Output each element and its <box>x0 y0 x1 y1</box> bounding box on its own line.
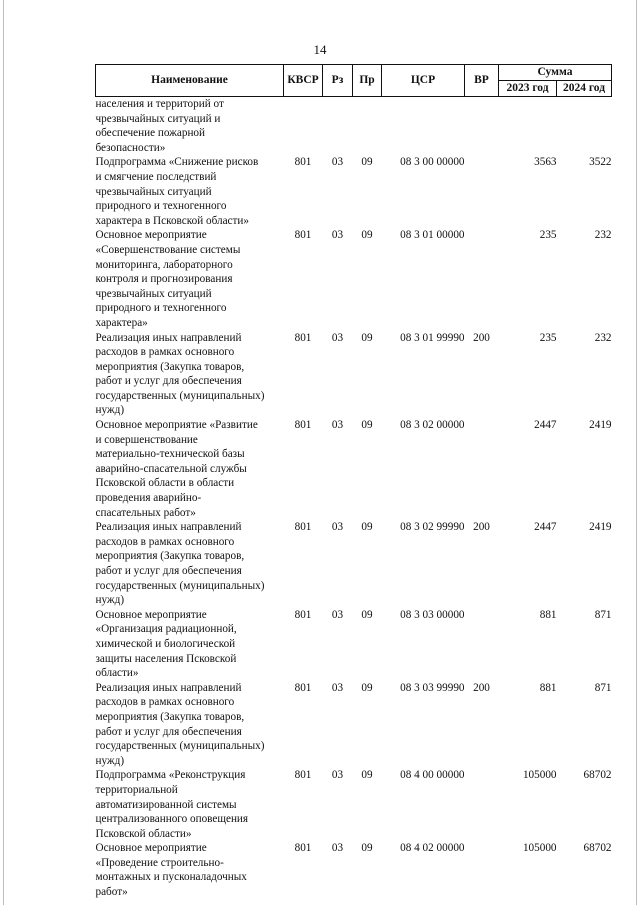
name-line: природного и техногенного <box>95 302 227 315</box>
name-line: монтажных и пусконаладочных <box>95 871 247 884</box>
name-line: спасательных работ» <box>95 506 196 519</box>
name-line: Реализация иных направлений <box>95 681 242 694</box>
sum-2023-cell: 235 <box>539 229 557 242</box>
sum-2024-cell: 2419 <box>589 521 612 534</box>
table-row <box>96 681 612 769</box>
name-line: аварийно-спасательной службы <box>95 462 247 475</box>
sum-2023-cell: 881 <box>539 681 557 694</box>
name-line: расходов в рамках основного <box>95 696 235 709</box>
vr-cell <box>465 418 499 520</box>
sum-2023-cell: 2447 <box>534 521 557 534</box>
name-line: работ и услуг для обеспечения <box>95 375 242 388</box>
name-cell <box>96 228 284 330</box>
vr-cell <box>465 155 499 228</box>
csr-cell <box>382 97 465 156</box>
table-row <box>96 768 612 841</box>
csr-cell: 08 4 00 00000 <box>400 769 465 782</box>
name-line: Реализация иных направлений <box>95 521 242 534</box>
name-cell <box>96 418 284 520</box>
rz-cell: 03 <box>331 419 344 432</box>
sum-2023-cell: 3563 <box>534 156 557 169</box>
sum-2024-cell: 68702 <box>583 842 612 855</box>
table-row <box>96 520 612 608</box>
page-number: 14 <box>313 42 327 57</box>
sum-2024-cell: 68702 <box>583 769 612 782</box>
table-row <box>96 331 612 419</box>
name-line: чрезвычайных ситуаций <box>95 287 212 300</box>
name-line: государственных (муниципальных) <box>95 740 265 753</box>
name-line: территориальной <box>95 783 178 796</box>
name-line: защиты населения Псковской <box>95 652 237 665</box>
name-cell <box>96 768 284 841</box>
name-line: материально-технической базы <box>95 448 245 461</box>
name-line: населения и территорий от <box>95 98 224 110</box>
name-line: безопасности» <box>95 141 166 154</box>
rz-cell: 03 <box>331 521 344 534</box>
pr-cell: 09 <box>361 842 373 855</box>
header-year-2024: 2024 год <box>557 81 612 97</box>
pr-cell: 09 <box>361 419 373 432</box>
name-line: характера в Псковской области» <box>95 214 249 227</box>
csr-cell: 08 3 00 00000 <box>400 156 465 169</box>
name-cell <box>96 681 284 769</box>
name-line: и смягчение последствий <box>95 170 217 183</box>
name-cell <box>96 155 284 228</box>
sum-2024-cell: 2419 <box>589 419 612 432</box>
csr-cell: 08 3 01 00000 <box>400 229 465 242</box>
kvsr-cell: 801 <box>294 156 312 169</box>
sum-2024-cell: 871 <box>594 681 612 694</box>
sum-2023-cell: 105000 <box>522 769 557 782</box>
header-name: Наименование <box>96 65 284 97</box>
name-line: мониторинга, лабораторного <box>95 258 233 271</box>
csr-cell: 08 3 03 00000 <box>400 608 465 621</box>
kvsr-cell: 801 <box>294 681 312 694</box>
kvsr-cell: 801 <box>294 769 312 782</box>
name-line: «Организация радиационной, <box>95 623 237 636</box>
vr-cell: 200 <box>473 331 490 344</box>
name-line: расходов в рамках основного <box>95 535 235 548</box>
csr-cell: 08 3 03 99990 <box>400 681 465 694</box>
name-line: Подпрограмма «Реконструкция <box>95 769 246 782</box>
vr-cell: 200 <box>473 681 490 694</box>
sum-2024-cell <box>557 97 612 156</box>
name-line: расходов в рамках основного <box>95 346 235 359</box>
name-line: Подпрограмма «Снижение рисков <box>95 156 259 169</box>
sum-2023-cell <box>499 97 557 156</box>
header-row <box>96 65 612 81</box>
sum-2024-cell: 232 <box>594 331 612 344</box>
name-line: мероприятия (Закупка товаров, <box>95 360 245 373</box>
name-cell <box>96 608 284 681</box>
kvsr-cell <box>284 97 323 156</box>
name-line: Основное мероприятие <box>95 842 207 855</box>
name-line: проведения аварийно- <box>95 492 202 505</box>
table-row <box>96 841 612 899</box>
rz-cell: 03 <box>331 769 344 782</box>
name-line: мероприятия (Закупка товаров, <box>95 710 245 723</box>
sum-2024-cell: 3522 <box>589 156 612 169</box>
header-vr: ВР <box>465 65 499 97</box>
table-row <box>96 418 612 520</box>
name-line: и совершенствование <box>95 433 198 446</box>
name-line: Псковской области в области <box>95 477 235 490</box>
csr-cell: 08 3 02 00000 <box>400 419 465 432</box>
name-line: мероприятия (Закупка товаров, <box>95 550 245 563</box>
kvsr-cell: 801 <box>294 229 312 242</box>
pr-cell <box>353 97 382 156</box>
name-line: нужд) <box>95 594 125 607</box>
kvsr-cell: 801 <box>294 521 312 534</box>
name-line: централизованного оповещения <box>95 813 249 826</box>
name-cell <box>96 97 284 156</box>
rz-cell: 03 <box>331 156 344 169</box>
name-line: контроля и прогнозирования <box>95 273 233 286</box>
kvsr-cell: 801 <box>294 331 312 344</box>
header-csr: ЦСР <box>382 65 465 97</box>
rz-cell: 03 <box>331 229 344 242</box>
sum-2023-cell: 235 <box>539 331 557 344</box>
rz-cell: 03 <box>331 842 344 855</box>
name-line: Псковской области» <box>95 827 192 840</box>
sum-2024-cell: 871 <box>594 608 612 621</box>
header-year-2023: 2023 год <box>499 81 557 97</box>
pr-cell: 09 <box>361 156 373 169</box>
table-row <box>96 608 612 681</box>
vr-cell: 200 <box>473 521 490 534</box>
kvsr-cell: 801 <box>294 419 312 432</box>
name-line: области» <box>95 667 139 680</box>
vr-cell <box>465 97 499 156</box>
name-line: химической и биологической <box>95 637 236 650</box>
pr-cell: 09 <box>361 608 373 621</box>
name-line: обеспечение пожарной <box>95 127 206 140</box>
pr-cell: 09 <box>361 521 373 534</box>
name-line: нужд) <box>95 404 125 417</box>
name-line: Основное мероприятие <box>95 229 207 242</box>
sum-2023-cell: 2447 <box>534 419 557 432</box>
name-line: Основное мероприятие <box>95 608 207 621</box>
name-line: Реализация иных направлений <box>95 331 242 344</box>
pr-cell: 09 <box>361 769 373 782</box>
name-line: «Проведение строительно- <box>95 856 224 869</box>
header-pr: Пр <box>353 65 382 97</box>
csr-cell: 08 4 02 00000 <box>400 842 465 855</box>
csr-cell: 08 3 02 99990 <box>400 521 465 534</box>
table-row <box>96 228 612 330</box>
name-line: чрезвычайных ситуаций и <box>95 112 221 125</box>
name-line: работ и услуг для обеспечения <box>95 565 242 577</box>
sum-2024-cell: 232 <box>594 229 612 242</box>
name-line: чрезвычайных ситуаций <box>95 185 212 198</box>
header-kvsr: КВСР <box>284 65 323 97</box>
rz-cell: 03 <box>331 331 344 344</box>
scan-edge-left <box>3 0 4 905</box>
name-cell <box>96 520 284 608</box>
kvsr-cell: 801 <box>294 608 312 621</box>
vr-cell <box>465 841 499 899</box>
vr-cell <box>465 768 499 841</box>
pr-cell: 09 <box>361 331 373 344</box>
name-line: государственных (муниципальных) <box>95 579 265 592</box>
rz-cell: 03 <box>331 681 344 694</box>
rz-cell: 03 <box>331 608 344 621</box>
header-sum: Сумма <box>499 65 612 81</box>
table-row <box>96 97 612 156</box>
table-row <box>96 155 612 228</box>
name-line: работ» <box>95 886 128 899</box>
scan-edge-right <box>636 0 637 905</box>
vr-cell <box>465 608 499 681</box>
name-line: Основное мероприятие «Развитие <box>95 419 258 432</box>
csr-cell: 08 3 01 99990 <box>400 331 465 344</box>
name-line: работ и услуг для обеспечения <box>95 725 242 738</box>
name-cell <box>96 331 284 419</box>
sum-2023-cell: 105000 <box>522 842 557 855</box>
name-line: нужд) <box>95 754 125 767</box>
name-cell <box>96 841 284 899</box>
name-line: автоматизированной системы <box>95 798 237 811</box>
sum-2023-cell: 881 <box>539 608 557 621</box>
name-line: характера» <box>95 316 148 329</box>
vr-cell <box>465 228 499 330</box>
name-line: природного и техногенного <box>95 200 227 213</box>
name-line: «Совершенствование системы <box>95 243 241 256</box>
pr-cell: 09 <box>361 681 373 694</box>
budget-table <box>95 64 612 900</box>
kvsr-cell: 801 <box>294 842 312 855</box>
table-body <box>96 97 612 900</box>
rz-cell <box>323 97 353 156</box>
pr-cell: 09 <box>361 229 373 242</box>
name-line: государственных (муниципальных) <box>95 389 265 402</box>
header-rz: Рз <box>323 65 353 97</box>
